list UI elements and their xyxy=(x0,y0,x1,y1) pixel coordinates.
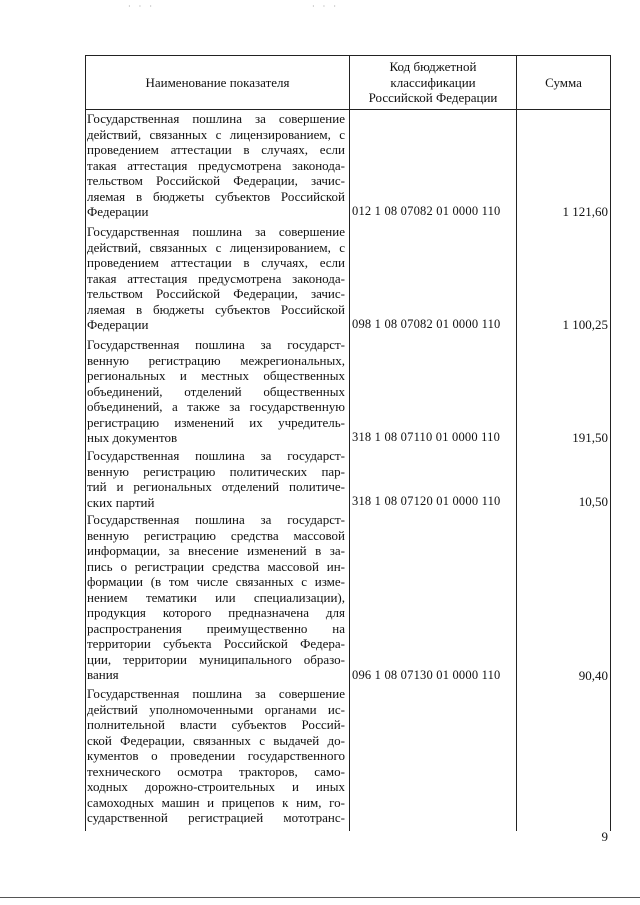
description-line: действий, связанных с лицензированием, с xyxy=(87,239,345,255)
description-line: полнительной власти субъектов Россий- xyxy=(87,717,345,732)
description-line: сударственной регистрацией мототранс- xyxy=(87,810,345,825)
table-row-sum: 1 121,60 xyxy=(562,204,608,219)
description-line: формации (в том числе связанных с изме- xyxy=(87,574,345,589)
column-divider-code-sum xyxy=(516,55,517,831)
description-line: ции, территории муниципального образо- xyxy=(87,651,345,667)
scan-artifact: · · · xyxy=(128,2,155,11)
description-line: объединений, а также за государственную xyxy=(87,399,345,414)
description-line: Государственная пошлина за государст- xyxy=(87,337,345,352)
scan-artifact: · · · xyxy=(312,2,339,11)
description-line: Государственная пошлина за государст- xyxy=(87,512,345,527)
description-line: Государственная пошлина за совершение xyxy=(87,111,345,126)
table-row-description xyxy=(87,224,345,333)
header-code-line: Российской Федерации xyxy=(368,90,498,106)
table-row-code: 318 1 08 07110 01 0000 110 xyxy=(352,430,501,444)
header-name: Наименование показателя xyxy=(145,74,290,90)
description-line: Государственная пошлина за государст- xyxy=(87,448,345,463)
description-line: тий и региональных отделений политиче- xyxy=(87,479,345,494)
header-code-line: Код бюджетной xyxy=(389,59,477,75)
page-number: 9 xyxy=(601,829,608,844)
description-line: ской Федерации, связанных с выдачей до- xyxy=(87,732,345,748)
table-right-border xyxy=(610,55,611,831)
description-line: территории субъекта Российской Федера- xyxy=(87,636,345,651)
description-line: нением тематики или специализации), xyxy=(87,589,345,605)
description-line: продукция которого предназначена для xyxy=(87,605,345,620)
description-line: ляемая в бюджеты субъектов Российской xyxy=(87,301,345,317)
table-row-description xyxy=(87,111,345,220)
column-divider-name-code xyxy=(349,55,350,831)
description-line: Федерации xyxy=(87,317,149,332)
header-code-line: классификации xyxy=(390,74,476,90)
table-row-sum: 191,50 xyxy=(572,430,608,445)
description-line: Федерации xyxy=(87,204,149,219)
description-line: распространения преимущественно на xyxy=(87,620,345,636)
table-row-code: 318 1 08 07120 01 0000 110 xyxy=(352,494,501,508)
table-row-code: 012 1 08 07082 01 0000 110 xyxy=(352,204,501,218)
description-line: ских партий xyxy=(87,494,155,510)
description-line: тельством Российской Федерации, зачис- xyxy=(87,173,345,188)
description-line: Государственная пошлина за совершение xyxy=(87,224,345,239)
description-line: ходных дорожно-строительных и иных xyxy=(87,779,345,794)
description-line: кументов о проведении государственного xyxy=(87,748,345,763)
scan-edge-line xyxy=(0,897,640,898)
description-line: действий, связанных с лицензированием, с xyxy=(87,126,345,142)
description-line: объединений, отделений общественных xyxy=(87,383,345,399)
header-sum: Сумма xyxy=(545,74,582,90)
description-line: венную регистрацию межрегиональных, xyxy=(87,352,345,368)
description-line: тельством Российской Федерации, зачис- xyxy=(87,286,345,301)
table-row-description xyxy=(87,448,345,510)
description-line: такая аттестация предусмотрена законода- xyxy=(87,157,345,173)
description-line: венную регистрацию средства массовой xyxy=(87,527,345,543)
description-line: проведением аттестации в случаях, если xyxy=(87,255,345,270)
table-row-description xyxy=(87,337,345,446)
description-line: ных документов xyxy=(87,430,178,445)
table-row-sum: 90,40 xyxy=(578,668,608,683)
description-line: такая аттестация предусмотрена законода- xyxy=(87,270,345,286)
description-line: действий уполномоченными органами ис- xyxy=(87,701,345,717)
header-bottom-border xyxy=(85,109,610,110)
table-row-description xyxy=(87,512,345,683)
description-line: региональных и местных общественных xyxy=(87,368,345,383)
description-line: проведением аттестации в случаях, если xyxy=(87,142,345,157)
table-row-sum: 10,50 xyxy=(578,494,608,509)
table-row-code: 096 1 08 07130 01 0000 110 xyxy=(352,668,501,682)
description-line: регистрацию изменений их учредитель- xyxy=(87,414,345,430)
description-line: технического осмотра тракторов, само- xyxy=(87,763,345,779)
description-line: ляемая в бюджеты субъектов Российской xyxy=(87,188,345,204)
description-line: вания xyxy=(87,667,119,682)
description-line: самоходных машин и прицепов к ним, го- xyxy=(87,794,345,810)
table-row-description xyxy=(87,686,345,826)
table-row-sum: 1 100,25 xyxy=(562,317,608,332)
description-line: венную регистрацию политических пар- xyxy=(87,463,345,479)
description-line: Государственная пошлина за совершение xyxy=(87,686,345,701)
table-left-border xyxy=(85,55,86,831)
description-line: информации, за внесение изменений в за- xyxy=(87,543,345,558)
table-row-code: 098 1 08 07082 01 0000 110 xyxy=(352,317,501,331)
description-line: пись о регистрации средства массовой ин- xyxy=(87,558,345,574)
header-code xyxy=(350,56,516,109)
